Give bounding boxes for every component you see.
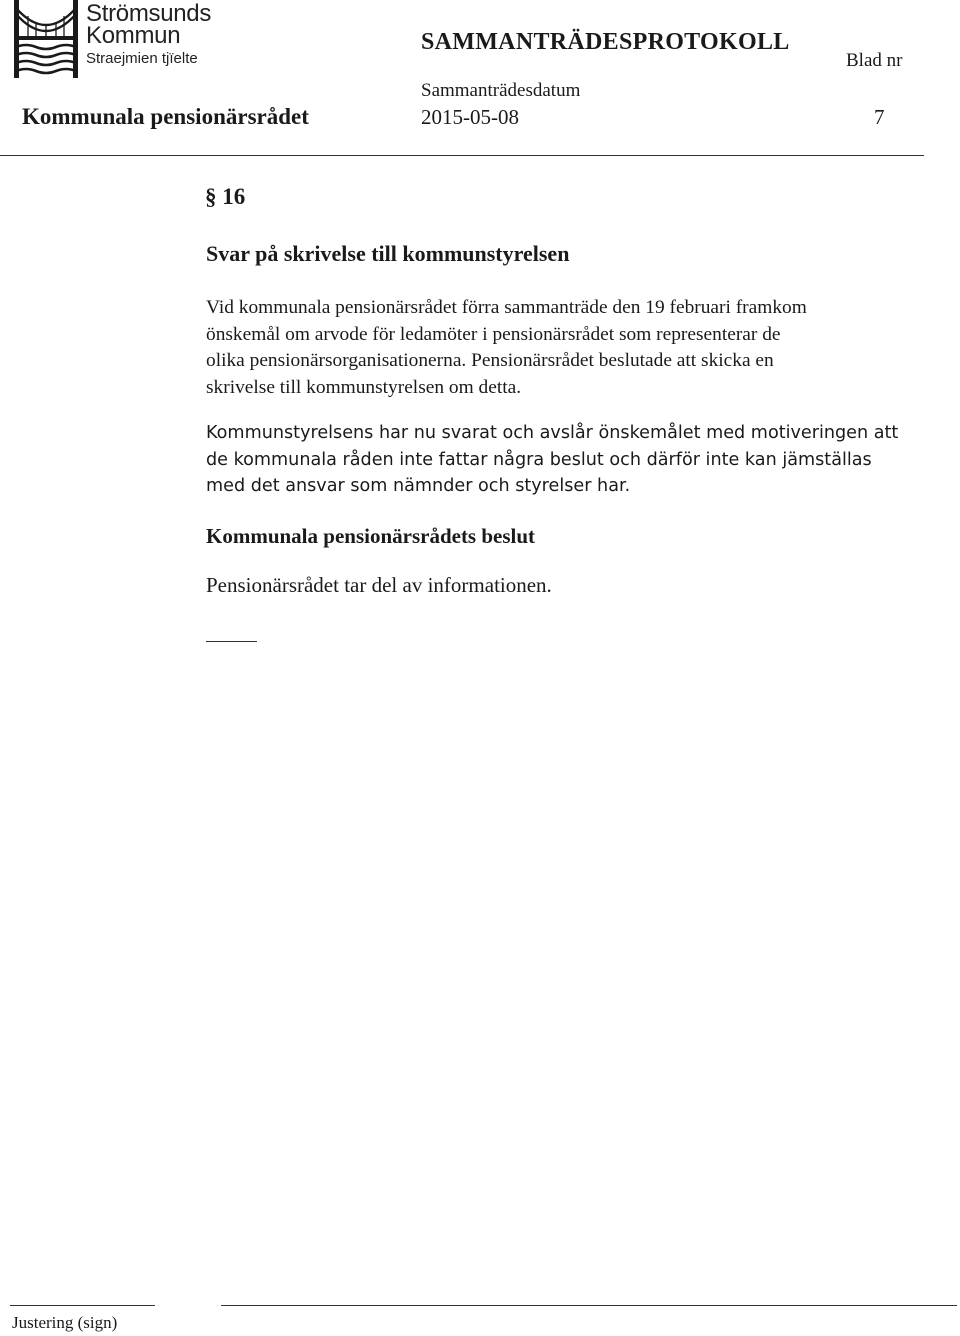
organization-name: Kommunala pensionärsrådet [22, 104, 309, 129]
header-divider [0, 155, 924, 156]
signature-line-left [10, 1305, 155, 1306]
bridge-emblem-icon [14, 0, 78, 78]
signature-line-right [221, 1305, 957, 1306]
document-type: SAMMANTRÄDESPROTOKOLL [421, 29, 790, 55]
body-paragraph-2: Kommunstyrelsens har nu svarat och avslår önskemålet med motiveringen att de kommunala råden inte fattar några beslut och därför inte kan jämställas med det ansvar som nämnder och styrelser har. [206, 423, 899, 496]
body-paragraph-1: Vid kommunala pensionärsrådet förra sammanträde den 19 februari framkom önskemål om arvode för ledamöter i pensionärsrådet som representerar de olika pensionärsorganisationerna. Pensionärsrådet beslutade att skicka en skrivelse till kommunstyrelsen om detta. [206, 297, 807, 398]
meeting-date: 2015-05-08 [421, 105, 519, 129]
decision-heading: Kommunala pensionärsrådets beslut [206, 524, 536, 548]
section-end-divider [206, 641, 257, 642]
logo-text-line3: Straejmien tjïelte [86, 50, 198, 67]
page-number: 7 [874, 105, 885, 129]
signature-label: Justering (sign) [12, 1313, 118, 1332]
logo-text-line2: Kommun [86, 22, 181, 49]
meeting-date-label: Sammanträdesdatum [421, 80, 581, 101]
page-number-label: Blad nr [846, 50, 903, 71]
logo-text-line1: Strömsunds [86, 0, 212, 27]
decision-text: Pensionärsrådet tar del av informationen. [206, 573, 552, 597]
municipality-logo [14, 0, 78, 83]
section-title: Svar på skrivelse till kommunstyrelsen [206, 241, 570, 266]
paragraph-number: § 16 [205, 184, 246, 209]
